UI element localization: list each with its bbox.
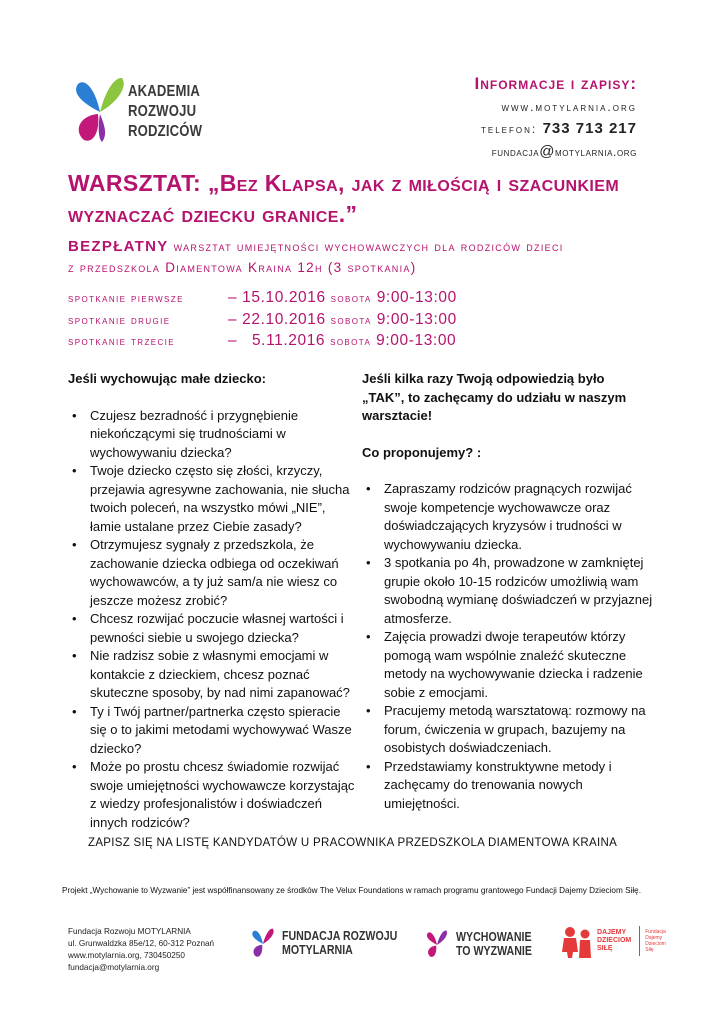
- logo-line-2: ROZWOJU: [128, 103, 197, 120]
- list-item: • Zapraszamy rodziców pragnących rozwijać swoje kompetencje wychowawcze oraz doświadczających kryzysów i trudności w wychowywaniu dziecka.: [384, 480, 662, 554]
- dds-side-3: Dzieciom: [645, 941, 666, 947]
- left-heading: Jeśli wychowując małe dziecko:: [68, 371, 266, 386]
- butterfly-icon: [248, 926, 278, 960]
- footer-web-phone[interactable]: www.motylarnia.org, 730450250: [68, 951, 185, 960]
- list-item: • Czujesz bezradność i przygnębienie niekończącymi się trudnościami w wychowywaniu dziecka?: [90, 407, 358, 463]
- meeting-row: [68, 332, 456, 350]
- email-local: fundacja: [491, 145, 540, 159]
- list-item: • Nie radzisz sobie z własnymi emocjami w kontakcie z dzieckiem, chcesz poznać skuteczne sposoby, by nad nimi zapanować?: [90, 647, 358, 703]
- butterfly-icon: [422, 928, 452, 960]
- logo-divider: [639, 926, 640, 956]
- dds-logo-line-3: SIŁĘ: [597, 945, 613, 952]
- meeting-day: sobota: [330, 293, 372, 305]
- motylarnia-logo-line-1: FUNDACJA ROZWOJU: [282, 929, 398, 943]
- akademia-logo-text: [128, 82, 218, 142]
- workshop-title: [68, 168, 668, 230]
- meeting-day: sobota: [330, 315, 372, 327]
- list-item: • Przedstawiamy konstruktywne metody i zachęcamy do trenowania nowych umiejętności.: [384, 758, 662, 814]
- footer-org: Fundacja Rozwoju MOTYLARNIA: [68, 927, 191, 936]
- footer-address-line: ul. Grunwaldzka 85e/12, 60-312 Poznań: [68, 939, 215, 948]
- list-item: • Twoje dziecko często się złości, krzyczy, przejawia agresywne zachowania, nie słucha twoich poleceń, na wszystko mówi „NIE”, łamie ustalane przez Ciebie zasady?: [90, 462, 358, 536]
- phone-label: telefon:: [481, 122, 538, 136]
- meeting-date: – 5.11.2016: [228, 332, 326, 349]
- children-icon: [560, 924, 594, 958]
- meeting-label: spotkanie trzecie: [68, 336, 176, 348]
- wychowanie-logo-line-1: WYCHOWANIE: [456, 930, 532, 944]
- email-at: @: [539, 143, 556, 160]
- list-item: • 3 spotkania po 4h, prowadzone w zamkniętej grupie około 10-15 rodziców umożliwią wam swobodną wymianę doświadczeń w przyjaznej atmosferze.: [384, 554, 662, 628]
- logo-line-3: RODZICÓW: [128, 123, 203, 140]
- meeting-date: – 15.10.2016: [228, 289, 326, 306]
- website-link[interactable]: www.motylarnia.org: [501, 100, 637, 114]
- butterfly-icon: [70, 72, 130, 148]
- meeting-day: sobota: [330, 336, 372, 348]
- meeting-time: 9:00-13:00: [376, 289, 457, 306]
- footer-address: [68, 926, 214, 974]
- phone-line: [474, 120, 637, 137]
- free-label: BEZPŁATNY: [68, 238, 169, 255]
- dds-side-1: Fundacja: [645, 929, 666, 935]
- list-item: • Ty i Twój partner/partnerka często spieracie się o to jakimi metodami wychowywać Wasze dziecko?: [90, 703, 358, 759]
- motylarnia-logo: [248, 926, 418, 960]
- workshop-subtitle: [68, 236, 688, 278]
- right-subheading: Co proponujemy? :: [362, 444, 482, 460]
- project-funding-note: Projekt „Wychowanie to Wyzwanie” jest współfinansowany ze środków The Velux Foundations w ramach programu grantowego Fundacji Dajemy Dzieciom Siłę.: [62, 886, 641, 895]
- meeting-time: 9:00-13:00: [376, 311, 457, 328]
- meeting-label: spotkanie drugie: [68, 315, 171, 327]
- email-link[interactable]: [474, 143, 637, 160]
- phone-number[interactable]: 733 713 217: [542, 120, 637, 137]
- right-column: [362, 370, 662, 813]
- title-line-2: wyznaczać dziecku granice.”: [68, 201, 358, 227]
- left-list: [68, 407, 358, 833]
- right-heading: Jeśli kilka razy Twoją odpowiedzią było „TAK”, to zachęcamy do udziału w naszym warsztacie!: [362, 371, 627, 423]
- list-item: • Zajęcia prowadzi dwoje terapeutów którzy pomogą wam wspólnie znaleźć skuteczne metody na wychowywanie dziecka i radzenie sobie z emocjami.: [384, 628, 662, 702]
- right-list: [362, 480, 662, 813]
- meeting-label: spotkanie pierwsze: [68, 293, 184, 305]
- meeting-row: [68, 311, 457, 329]
- motylarnia-logo-line-2: MOTYLARNIA: [282, 943, 353, 957]
- list-item: • Może po prostu chcesz świadomie rozwijać swoje umiejętności wychowawcze korzystając z wiedzy profesjonalistów i doświadczeń innych rodziców?: [90, 758, 358, 832]
- list-item: • Otrzymujesz sygnały z przedszkola, że zachowanie dziecka odbiega od oczekiwań wychowawców, a ty już sam/a nie wiesz co jeszcze możesz zrobić?: [90, 536, 358, 610]
- signup-call-to-action: ZAPISZ SIĘ NA LISTĘ KANDYDATÓW U PRACOWNIKA PRZEDSZKOLA DIAMENTOWA KRAINA: [88, 837, 618, 849]
- subtitle-rest-2: z przedszkola Diamentowa Kraina 12h (3 spotkania): [68, 260, 417, 275]
- contact-info: [474, 74, 637, 160]
- info-title: Informacje i zapisy:: [474, 74, 637, 93]
- dajemy-dzieciom-sile-logo: [560, 924, 666, 958]
- list-item: • Pracujemy metodą warsztatową: rozmowy na forum, ćwiczenia w grupach, bazujemy na osobistych doświadczeniach.: [384, 702, 662, 758]
- list-item: • Chcesz rozwijać poczucie własnej wartości i pewności siebie u swojego dziecka?: [90, 610, 358, 647]
- subtitle-rest-1: warsztat umiejętności wychowawczych dla rodziców dzieci: [168, 239, 564, 254]
- wychowanie-logo: [422, 928, 545, 960]
- left-column: [68, 370, 358, 832]
- dds-logo-line-2: DZIECIOM: [597, 937, 632, 944]
- wychowanie-logo-line-2: TO WYZWANIE: [456, 944, 532, 958]
- meeting-date: – 22.10.2016: [228, 311, 326, 328]
- dds-side-2: Dajemy: [645, 935, 663, 941]
- meeting-time: 9:00-13:00: [376, 332, 457, 349]
- footer-email[interactable]: fundacja@motylarnia.org: [68, 963, 160, 972]
- dds-logo-line-1: DAJEMY: [597, 929, 627, 936]
- title-line-1: WARSZTAT: „Bez Klapsa, jak z miłością i szacunkiem: [68, 170, 620, 196]
- email-domain: motylarnia.org: [555, 145, 637, 159]
- meeting-row: [68, 289, 457, 307]
- dds-side-4: Siłę: [645, 947, 654, 953]
- logo-line-1: AKADEMIA: [128, 83, 201, 100]
